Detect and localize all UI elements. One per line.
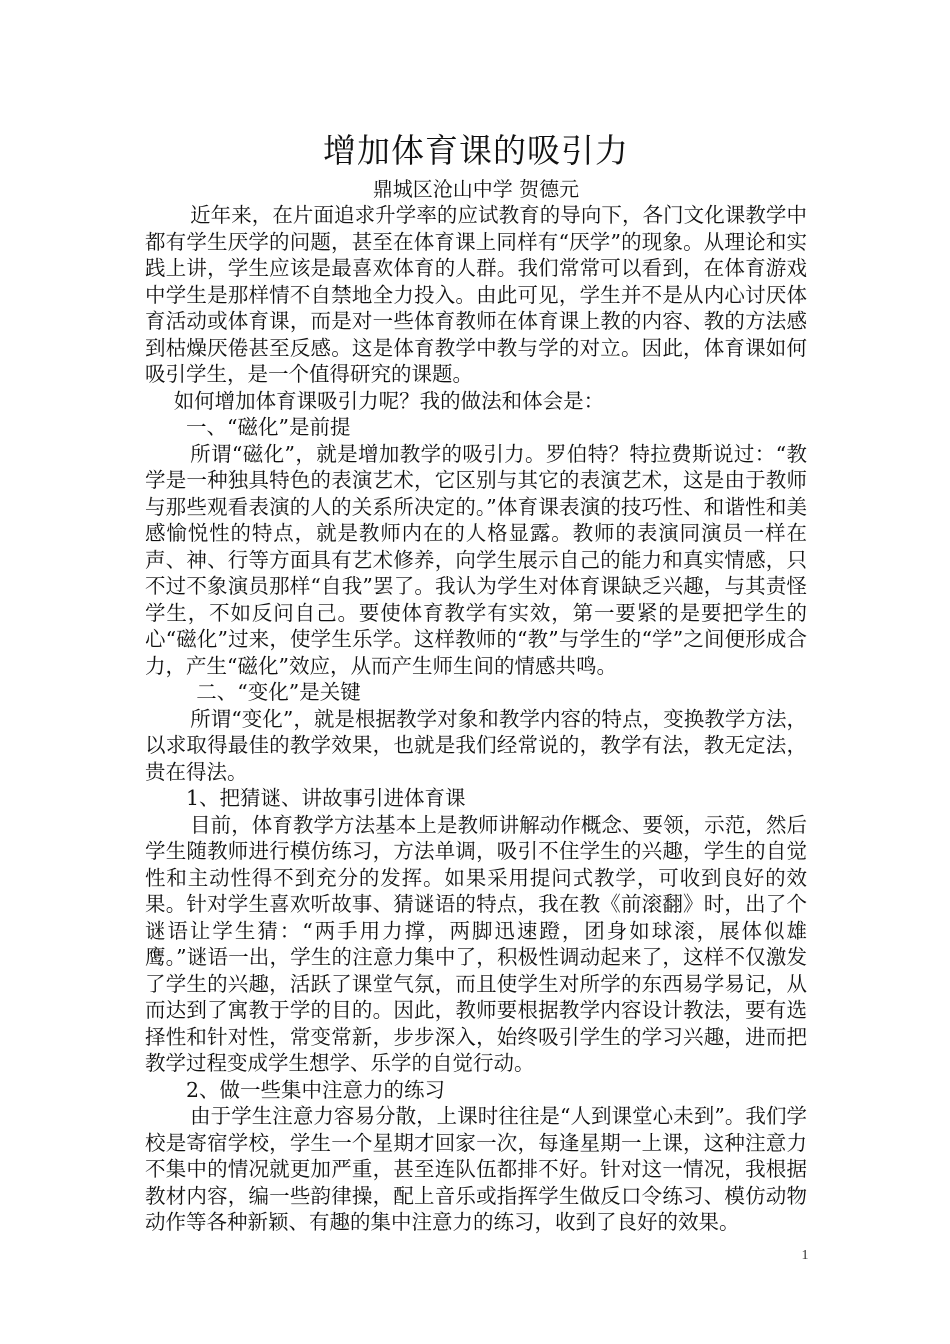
section-heading-2: 二、“变化”是关键 xyxy=(196,680,361,704)
document-title: 增加体育课的吸引力 xyxy=(323,131,629,170)
subsection-heading-2: 2、做一些集中注意力的练习 xyxy=(186,1077,446,1102)
subsection-1-paragraph: 目前，体育教学方法基本上是教师讲解动作概念、要领，示范，然后学生随教师进行模仿练习，方法单调，吸引不住学生的兴趣，学生的自觉性和主动性得不到充分的发挥。如果采用提问式教学，可收到良好的效果。针对学生喜欢听故事、猜谜语的特点，我在教《前滚翻》时，出了个谜语让学生猜：“两手用力撑，两脚迅速蹬，团身如球滚，展体似雄鹰。”谜语一出，学生的注意力集中了，积极性调动起来了，这样不仅激发了学生的兴趣，活跃了课堂气氛，而且使学生对所学的东西易学易记，从而达到了寓教于学的目的。因此，教师要根据教学内容设计教法，要有选择性和针对性，常变常新，步步深入，始终吸引学生的学习兴趣，进而把教学过程变成学生想学、乐学的自觉行动。 xyxy=(145,812,807,1075)
question-paragraph: 如何增加体育课吸引力呢？我的做法和体会是： xyxy=(173,388,605,413)
author-line: 鼎城区沧山中学 贺德元 xyxy=(372,177,580,201)
subsection-2-paragraph: 由于学生注意力容易分散，上课时往往是“人到课堂心未到”。我们学校是寄宿学校，学生一个星期才回家一次，每逢星期一上课，这种注意力不集中的情况就更加严重，甚至连队伍都排不好。针对这一情况，我根据教材内容，编一些韵律操，配上音乐或指挥学生做反口令练习、模仿动物动作等各种新颖、有趣的集中注意力的练习，收到了良好的效果。 xyxy=(145,1104,807,1234)
section-heading-1: 一、“磁化”是前提 xyxy=(186,415,351,439)
page-number: 1 xyxy=(801,1248,809,1263)
intro-paragraph: 近年来，在片面追求升学率的应试教育的导向下，各门文化课教学中都有学生厌学的问题，甚至在体育课上同样有“厌学”的现象。从理论和实践上讲，学生应该是最喜欢体育的人群。我们常常可以看到，在体育游戏中学生是那样情不自禁地全力投入。由此可见，学生并不是从内心讨厌体育活动或体育课，而是对一些体育教师在体育课上教的内容、教的方法感到枯燥厌倦甚至反感。这是体育教学中教与学的对立。因此，体育课如何吸引学生，是一个值得研究的课题。 xyxy=(145,203,807,386)
document-page xyxy=(145,128,807,1236)
section-1-paragraph: 所谓“磁化”，就是增加教学的吸引力。罗伯特？特拉费斯说过：“教学是一种独具特色的表演艺术，它区别与其它的表演艺术，这是由于教师与那些观看表演的人的关系所决定的。”体育课表演的技巧性、和谐性和美感愉悦性的特点，就是教师内在的人格显露。教师的表演同演员一样在声、神、行等方面具有艺术修养，向学生展示自己的能力和真实情感，只不过不象演员那样“自我”罢了。我认为学生对体育课缺乏兴趣，与其责怪学生，不如反问自己。要使体育教学有实效，第一要紧的是要把学生的心“磁化”过来，使学生乐学。这样教师的“教”与学生的“学”之间便形成合力，产生“磁化”效应，从而产生师生间的情感共鸣。 xyxy=(145,441,807,678)
subsection-heading-1: 1、把猜谜、讲故事引进体育课 xyxy=(186,786,466,810)
section-2-paragraph: 所谓“变化”，就是根据教学对象和教学内容的特点，变换教学方法，以求取得最佳的教学效果，也就是我们经常说的，教学有法，教无定法，贵在得法。 xyxy=(145,706,807,784)
